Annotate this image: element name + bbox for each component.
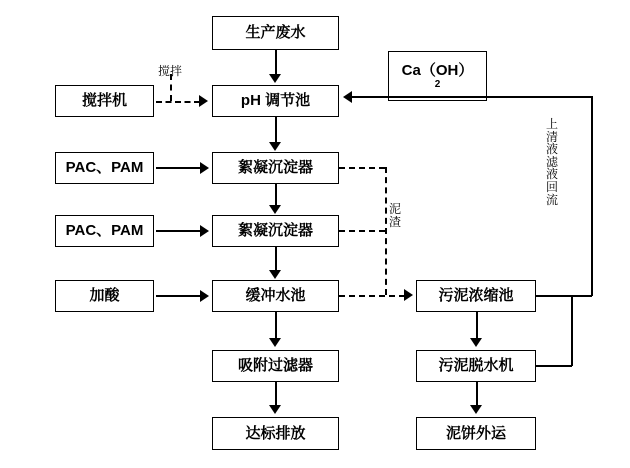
arrowhead-floc2-to-buffer <box>269 270 281 279</box>
arrowhead-wastewater-to-ph <box>269 74 281 83</box>
node-adsorption-filter-label: 吸附过滤器 <box>237 357 313 375</box>
label-sludge-residue: 泥渣 <box>389 202 402 230</box>
node-ph-tank-label: pH 调节池 <box>240 92 311 110</box>
connector-mixer-to-ph <box>156 101 200 103</box>
sludge-vertical-bus <box>385 167 387 295</box>
arrowhead-adsorption-to-discharge <box>269 405 281 414</box>
node-wastewater-label: 生产废水 <box>245 24 306 42</box>
label-supernatant-return: 上清液滤液回流 <box>545 117 558 207</box>
node-mud-cake-transport-label: 泥饼外运 <box>445 424 506 442</box>
connector-floc1-to-floc2 <box>275 184 277 207</box>
node-standard-discharge-label: 达标排放 <box>245 424 306 442</box>
arrowhead-buffer-to-adsorption <box>269 338 281 347</box>
sludge-line-to-thickener <box>339 295 405 297</box>
arrowhead-lime-to-ph <box>343 91 352 103</box>
node-mixer-label: 搅拌机 <box>81 92 127 110</box>
return-line-from-thickener <box>536 295 592 297</box>
arrowhead-thickener-to-dewaterer <box>470 338 482 347</box>
label-stirring: 搅拌 <box>158 64 183 78</box>
connector-acid-to-buffer <box>156 295 202 297</box>
connector-wastewater-to-ph <box>275 50 277 76</box>
connector-pac1-to-floc1 <box>156 167 202 169</box>
node-lime-label: Ca（OH） <box>401 61 474 79</box>
node-standard-discharge <box>212 417 339 450</box>
connector-thickener-to-dewaterer <box>476 312 478 340</box>
node-lime-subscript: 2 <box>434 78 441 90</box>
node-pac-pam-2-label: PAC、PAM <box>65 222 144 240</box>
node-mixer <box>55 85 154 117</box>
arrowhead-dewaterer-to-mudcake <box>470 405 482 414</box>
connector-buffer-to-adsorption <box>275 312 277 340</box>
arrowhead-floc1-to-floc2 <box>269 205 281 214</box>
connector-lime-to-ph-horizontal <box>352 96 592 98</box>
node-floc-settler-1-label: 絮凝沉淀器 <box>237 159 313 177</box>
return-riser-dewaterer <box>571 295 573 366</box>
sludge-line-from-floc1 <box>339 167 385 169</box>
arrowhead-acid-to-buffer <box>200 290 209 302</box>
arrowhead-pac2-to-floc2 <box>200 225 209 237</box>
node-adsorption-filter <box>212 350 339 382</box>
node-sludge-dewaterer-label: 污泥脱水机 <box>438 357 514 375</box>
node-floc-settler-2-label: 絮凝沉淀器 <box>237 222 313 240</box>
node-mud-cake-transport <box>416 417 536 450</box>
arrowhead-sludge-to-thickener <box>404 289 413 301</box>
connector-pac2-to-floc2 <box>156 230 202 232</box>
node-floc-settler-2 <box>212 215 339 247</box>
return-riser-main <box>591 96 593 296</box>
connector-dewaterer-to-mudcake <box>476 382 478 407</box>
node-buffer-tank-label: 缓冲水池 <box>245 287 306 305</box>
node-floc-settler-1 <box>212 152 339 184</box>
sludge-line-from-floc2 <box>339 230 385 232</box>
connector-floc2-to-buffer <box>275 247 277 272</box>
node-pac-pam-2 <box>55 215 154 247</box>
node-pac-pam-1-label: PAC、PAM <box>65 159 144 177</box>
arrowhead-pac1-to-floc1 <box>200 162 209 174</box>
return-line-from-dewaterer <box>536 365 572 367</box>
connector-adsorption-to-discharge <box>275 382 277 407</box>
node-acid-label: 加酸 <box>89 287 120 305</box>
arrowhead-ph-to-floc1 <box>269 142 281 151</box>
node-pac-pam-1 <box>55 152 154 184</box>
node-lime <box>388 51 487 101</box>
node-wastewater <box>212 16 339 50</box>
node-sludge-dewaterer <box>416 350 536 382</box>
node-sludge-thickener-label: 污泥浓缩池 <box>438 287 514 305</box>
node-ph-tank <box>212 85 339 117</box>
connector-ph-to-floc1 <box>275 117 277 144</box>
node-buffer-tank <box>212 280 339 312</box>
node-sludge-thickener <box>416 280 536 312</box>
arrowhead-mixer-to-ph <box>199 95 208 107</box>
node-acid <box>55 280 154 312</box>
